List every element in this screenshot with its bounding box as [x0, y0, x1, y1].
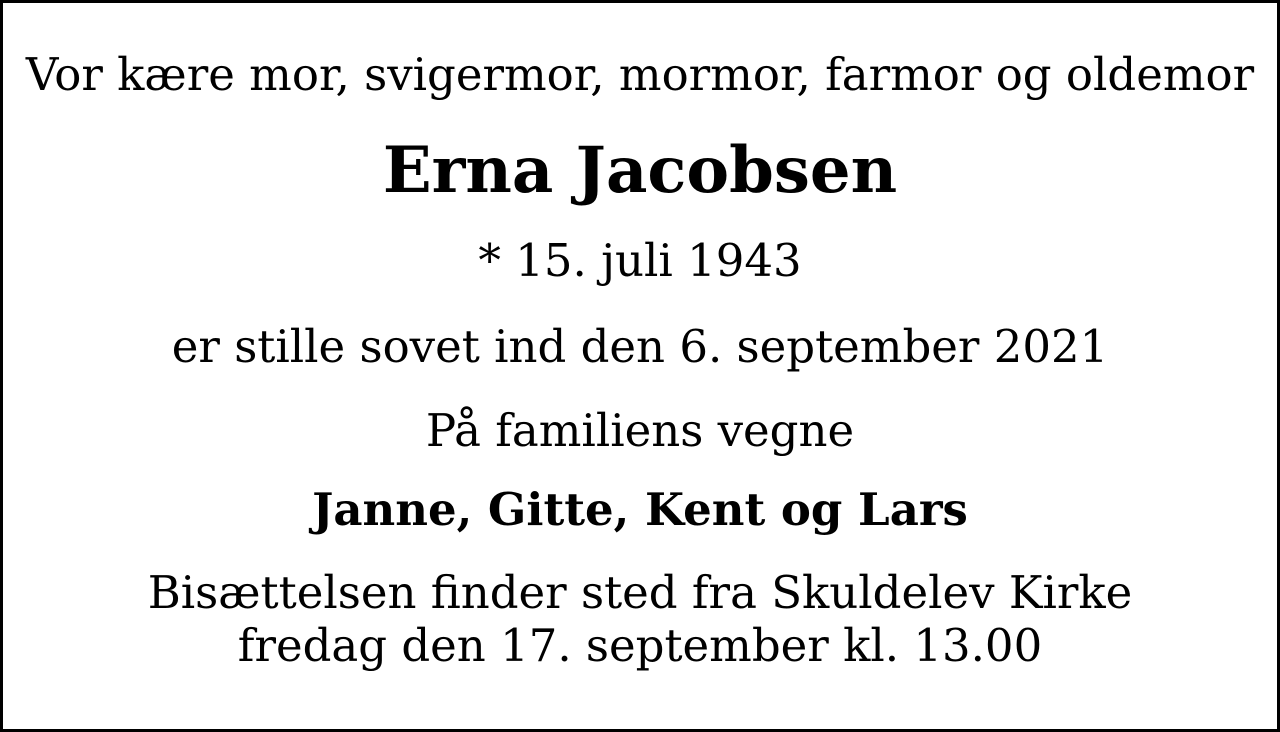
family-names-line: Janne, Gitte, Kent og Lars	[312, 483, 968, 536]
deceased-name: Erna Jacobsen	[382, 133, 898, 208]
relatives-line: Vor kære mor, svigermor, mormor, farmor og oldemor	[25, 48, 1255, 101]
birth-date-line: * 15. juli 1943	[478, 234, 802, 287]
funeral-time-line: fredag den 17. september kl. 13.00	[237, 619, 1043, 672]
death-date-line: er stille sovet ind den 6. september 2021	[171, 320, 1109, 373]
funeral-place-line: Bisættelsen finder sted fra Skuldelev Kirke	[147, 566, 1133, 619]
on-behalf-line: På familiens vegne	[425, 404, 855, 457]
